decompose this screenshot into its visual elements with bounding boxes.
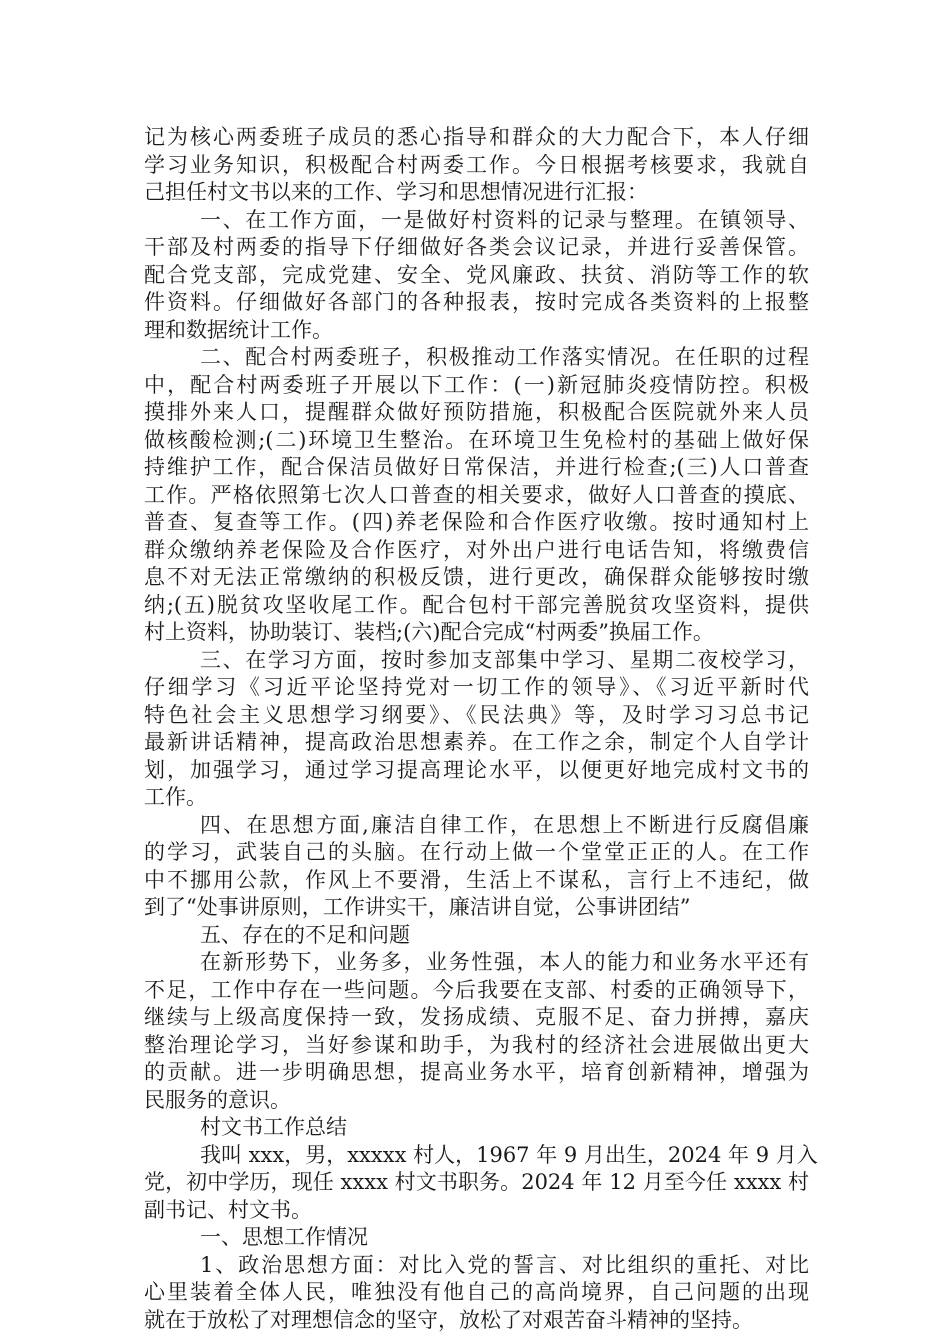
text-line: 特色社会主义思想学习纲要》、《民法典》等，及时学习习总书记 <box>144 702 809 727</box>
text-line: 不足，工作中存在一些问题。今后我要在支部、村委的正确领导下， <box>144 977 809 1002</box>
text-line: 在新形势下，业务多，业务性强，本人的能力和业务水平还有 <box>200 950 809 974</box>
text-line: 中，配合村两委班子开展以下工作：(一)新冠肺炎疫情防控。积极 <box>144 372 809 397</box>
text-line: 一、思想工作情况 <box>200 1225 368 1249</box>
text-line: 五、存在的不足和问题 <box>200 922 410 947</box>
text-line: 群众缴纳养老保险及合作医疗，对外出户进行电话告知，将缴费信 <box>144 537 809 562</box>
text-line: 的学习，武装自己的头脑。在行动上做一个堂堂正正的人。在工作 <box>144 840 809 864</box>
text-line: 普查、复查等工作。(四)养老保险和合作医疗收缴。按时通知村上 <box>144 510 809 534</box>
text-line: 到了“处事讲原则，工作讲实干，廉洁讲自觉，公事讲团结” <box>144 895 691 919</box>
text-line: 学习业务知识，积极配合村两委工作。今日根据考核要求，我就自 <box>144 152 809 177</box>
text-line: 一、在工作方面，一是做好村资料的记录与整理。在镇领导、 <box>200 207 809 232</box>
text-line: 民服务的意识。 <box>144 1087 291 1112</box>
text-line: 继续与上级高度保持一致，发扬成绩、克服不足、奋力拼搏，嘉庆 <box>144 1005 809 1029</box>
text-line: 1、政治思想方面：对比入党的誓言、对比组织的重托、对比 <box>200 1252 809 1277</box>
document-body <box>144 124 818 1334</box>
text-line: 己担任村文书以来的工作、学习和思想情况进行汇报： <box>144 180 648 204</box>
text-line: 工作。严格依照第七次人口普查的相关要求，做好人口普查的摸底、 <box>144 482 809 507</box>
text-line: 三、在学习方面，按时参加支部集中学习、星期二夜校学习， <box>200 647 809 672</box>
text-line: 理和数据统计工作。 <box>144 317 333 342</box>
text-line: 划，加强学习，通过学习提高理论水平，以便更好地完成村文书的 <box>144 757 809 782</box>
text-line: 四、在思想方面,廉洁自律工作，在思想上不断进行反腐倡廉 <box>200 812 809 837</box>
text-line: 息不对无法正常缴纳的积极反馈，进行更改，确保群众能够按时缴 <box>144 565 809 589</box>
text-line: 记为核心两委班子成员的悉心指导和群众的大力配合下，本人仔细 <box>144 125 809 149</box>
text-line: 持维护工作，配合保洁员做好日常保洁，并进行检查;(三)人口普查 <box>144 455 809 479</box>
text-line: 最新讲话精神，提高政治思想素养。在工作之余，制定个人自学计 <box>144 730 809 754</box>
text-line: 仔细学习《习近平论坚持党对一切工作的领导》、《习近平新时代 <box>144 675 809 699</box>
text-line: 二、配合村两委班子，积极推动工作落实情况。在任职的过程 <box>200 345 809 369</box>
text-line: 摸排外来人口，提醒群众做好预防措施，积极配合医院就外来人员 <box>144 400 809 424</box>
text-line: 中不挪用公款，作风上不要滑，生活上不谋私，言行上不违纪，做 <box>144 867 809 892</box>
text-line: 党，初中学历，现任 xxxx 村文书职务。2024 年 12 月至今任 xxxx 村 <box>144 1170 809 1194</box>
text-line: 就在于放松了对理想信念的坚守，放松了对艰苦奋斗精神的坚持。 <box>144 1307 753 1332</box>
text-line: 工作。 <box>144 785 207 809</box>
text-line: 件资料。仔细做好各部门的各种报表，按时完成各类资料的上报整 <box>144 290 809 314</box>
text-line: 村文书工作总结 <box>200 1115 347 1139</box>
text-line: 心里装着全体人民，唯独没有他自己的高尚境界，自己问题的出现 <box>144 1280 809 1304</box>
text-line: 副书记、村文书。 <box>144 1197 312 1222</box>
text-line: 配合党支部，完成党建、安全、党风廉政、扶贫、消防等工作的软 <box>144 262 809 287</box>
text-line: 整治理论学习，当好参谋和助手，为我村的经济社会进展做出更大 <box>144 1032 809 1057</box>
text-line: 纳;(五)脱贫攻坚收尾工作。配合包村干部完善脱贫攻坚资料，提供 <box>144 592 809 617</box>
text-line: 做核酸检测;(二)环境卫生整治。在环境卫生免检村的基础上做好保 <box>144 427 809 452</box>
text-line: 我叫 xxx，男，xxxxx 村人，1967 年 9 月出生，2024 年 9 月入 <box>200 1142 818 1167</box>
text-line: 的贡献。进一步明确思想，提高业务水平，培育创新精神，增强为 <box>144 1060 809 1084</box>
text-line: 干部及村两委的指导下仔细做好各类会议记录，并进行妥善保管。 <box>144 235 809 259</box>
text-line: 村上资料，协助装订、装档;(六)配合完成“村两委”换届工作。 <box>144 620 714 644</box>
